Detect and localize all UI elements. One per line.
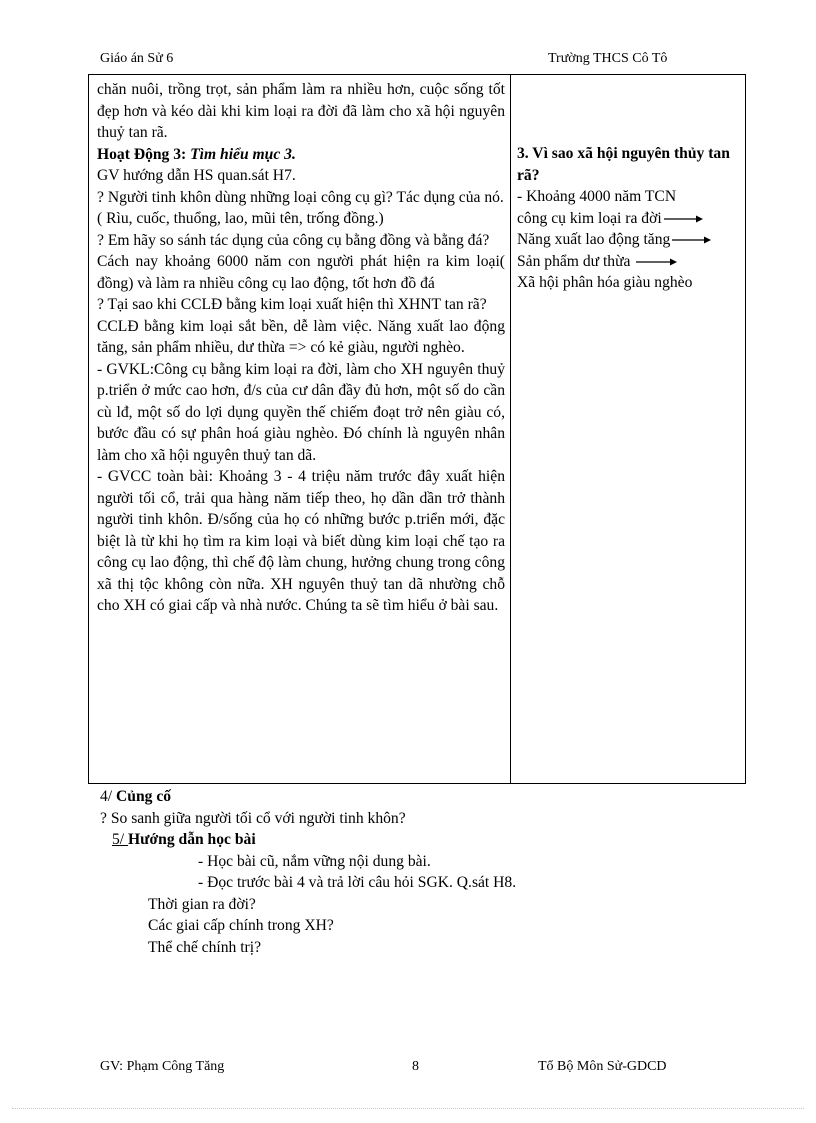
question-classes: Các giai cấp chính trong XH? [148, 917, 334, 934]
question-2: ? Em hãy so sánh tác dụng của công cụ bằng đồng và bằng đá? [97, 231, 490, 249]
guide-item-1: - Học bài cũ, nắm vững nội dung bài. [198, 852, 431, 870]
guide-number: 5/ [112, 831, 129, 848]
question-time: Thời gian ra đời? [148, 895, 256, 913]
intro-text: chăn nuôi, trồng trọt, sản phẩm làm ra nhiều hơn, cuộc sống tốt đẹp hơn và kéo dài khi kim loại ra đời đã làm cho xã hội nguyên thuỷ tan rã. [97, 81, 505, 141]
footer-department: Tổ Bộ Môn Sử-GDCD [538, 1059, 667, 1074]
footer-page-number: 8 [412, 1059, 419, 1074]
question-regime: Thể chế chính trị? [148, 938, 262, 956]
teacher-summary: - GVCC toàn bài: Khoảng 3 - 4 triệu năm trước đây xuất hiện người tối cổ, trải qua hàng năm tiếp theo, họ dần dần trở thành người tinh khôn. Đ/sống của họ có những bước p.triển mới, đặc biệt là từ khi họ tìm ra kim loại và biết dùng kim loại chế tạo ra công cụ lao động, thì chế độ làm chung, hưởng chung trong công xã thị tộc không còn nữa. XH nguyên thuỷ tan dã nhường chỗ cho XH có giai cấp và nhà nước. Chúng ta sẽ tìm hiểu ở bài sau. [97, 468, 505, 614]
lesson-table [88, 74, 746, 784]
right-line-4-row [517, 251, 745, 273]
question-1: ? Người tinh khôn dùng những loại công cụ gì? Tác dụng của nó. [97, 188, 504, 206]
arrow-right-icon [664, 214, 704, 224]
right-line-2: công cụ kim loại ra đời [517, 209, 662, 227]
arrow-right-icon [672, 235, 712, 245]
section-3-heading: 3. Vì sao xã hội nguyên thủy tan rã? [517, 145, 730, 184]
consolidate-number: 4/ [100, 788, 117, 805]
right-line-5: Xã hội phân hóa giàu nghèo [517, 274, 693, 291]
answer-1: ( Rìu, cuốc, thuổng, lao, mũi tên, trống đồng.) [97, 210, 384, 227]
consolidate-heading [100, 786, 740, 808]
right-line-1: - Khoảng 4000 năm TCN [517, 188, 677, 205]
page-bottom-border [12, 1108, 804, 1109]
answer-2: Cách nay khoảng 6000 năm con người phát hiện ra kim loại( đồng) và làm ra nhiều công cụ lao động, tốt hơn đồ đá [97, 253, 505, 292]
activity-heading [97, 144, 505, 166]
header-right: Trường THCS Cô Tô [548, 51, 668, 66]
guide-item-2: - Đọc trước bài 4 và trả lời câu hỏi SGK. Q.sát H8. [198, 874, 517, 891]
column-divider [510, 75, 511, 783]
footer-teacher: GV: Phạm Công Tăng [100, 1059, 225, 1074]
activity-prefix: Hoạt Động 3: [97, 145, 187, 163]
right-line-4: Sản phẩm dư thừa [517, 252, 631, 270]
right-column [517, 143, 745, 294]
teacher-conclusion: - GVKL:Công cụ bằng kim loại ra đời, làm cho XH nguyên thuỷ p.triển ở mức cao hơn, đ/s của cư dân đầy đủ hơn, một số do cần cù lđ, một số do lợi dụng quyền thế chiếm đoạt trở nên giàu có, bước đầu có sự phân hoá giàu nghèo. Đó chính là nguyên nhân làm cho xã hội nguyên thuỷ tan dã. [97, 360, 505, 464]
right-line-3: Năng xuất lao động tăng [517, 231, 671, 248]
arrow-right-icon [636, 257, 678, 267]
header-left: Giáo án Sử 6 [100, 51, 174, 66]
consolidate-question: ? So sanh giữa người tối cổ với người tinh khôn? [100, 809, 406, 827]
answer-3: CCLĐ bằng kim loại sắt bền, dễ làm việc. Năng xuất lao động tăng, sản phẩm nhiều, dư thừa => có kẻ giàu, người nghèo. [97, 317, 505, 356]
guide-title: Hướng dẫn học bài [128, 831, 256, 848]
consolidate-title: Củng cố [116, 788, 172, 805]
activity-title: Tìm hiểu mục 3. [190, 145, 296, 163]
question-3: ? Tại sao khi CCLĐ bằng kim loại xuất hiện thì XHNT tan rã? [97, 296, 487, 313]
left-column [97, 79, 505, 617]
after-table-section [100, 786, 740, 958]
right-line-2-row [517, 208, 745, 230]
guide-heading [100, 829, 740, 851]
right-line-3-row [517, 229, 745, 251]
gv-guide: GV hướng dẫn HS quan.sát H7. [97, 167, 296, 184]
